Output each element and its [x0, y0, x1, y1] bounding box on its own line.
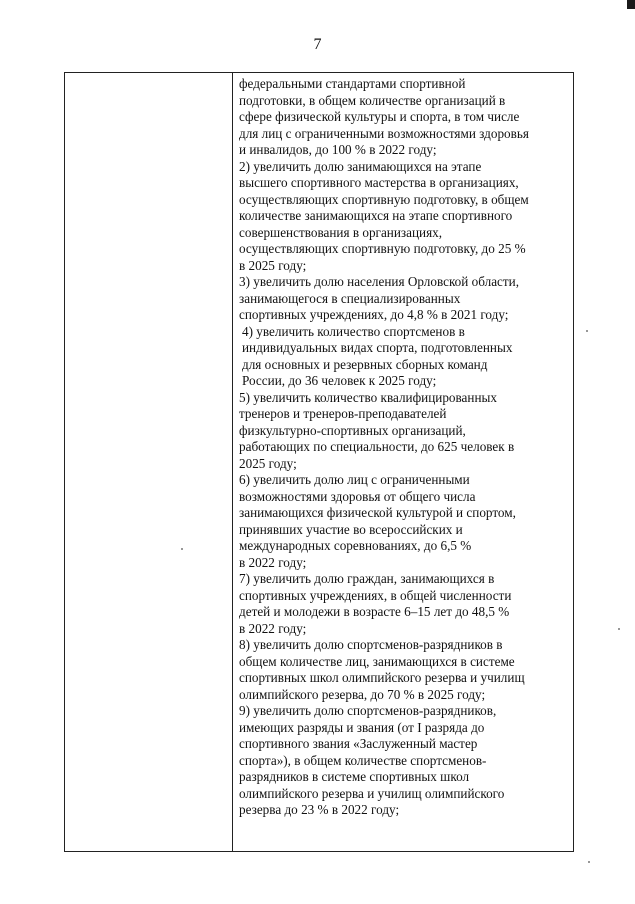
paragraph-item-7: 7) увеличить долю граждан, занимающихся в спортивных учреждениях, в общей численности детей и молодежи в возрасте 6–15 лет до 48,5 % в 2022 году;	[239, 571, 512, 636]
scan-corner-mark	[627, 0, 635, 9]
content-table	[64, 72, 574, 852]
paragraph-continuation: федеральными стандартами спортивной подготовки, в общем количестве организаций в сфере физической культуры и спорта, в том числе для лиц с ограниченными возможностями здоровья и инвалидов, до 100 % в 2022 году;	[239, 76, 529, 157]
paragraph-item-2: 2) увеличить долю занимающихся на этапе высшего спортивного мастерства в организациях, осуществляющих спортивную подготовку, в общем количестве занимающихся на этапе спортивного совершенствования в организациях, осуществляющих спортивную подготовку, до 25 % в 2025 году;	[239, 158, 529, 273]
paragraph-item-6: 6) увеличить долю лиц с ограниченными возможностями здоровья от общего числа занимающихся физической культурой и спортом, принявших участие во всероссийских и международных соревнованиях, до 6,5 % в 2022 году;	[239, 472, 516, 570]
scan-speck	[618, 628, 620, 630]
scan-speck	[588, 861, 590, 863]
left-cell	[65, 73, 233, 852]
table-row	[65, 73, 574, 852]
page-number: 7	[313, 36, 322, 53]
paragraph-item-9: 9) увеличить долю спортсменов-разрядников, имеющих разряды и звания (от I разряда до спортивного звания «Заслуженный мастер спорта»), в общем количестве спортсменов- разрядников в системе спортивных школ олимпийского резерва и училищ олимпийского резерва до 23 % в 2022 году;	[239, 703, 505, 817]
scan-speck	[586, 330, 588, 332]
right-cell	[233, 73, 574, 852]
scan-speck	[181, 548, 183, 550]
paragraph-item-4: 4) увеличить количество спортсменов в индивидуальных видах спорта, подготовленных для основных и резервных сборных команд России, до 36 человек к 2025 году;	[242, 323, 513, 388]
paragraph-item-8: 8) увеличить долю спортсменов-разрядников в общем количестве лиц, занимающихся в системе спортивных школ олимпийского резерва и училищ олимпийского резерва, до 70 % в 2025 году;	[239, 637, 525, 702]
paragraph-item-3: 3) увеличить долю населения Орловской области, занимающегося в специализированных спортивных учреждениях, до 4,8 % в 2021 году;	[239, 274, 520, 322]
paragraph-item-5: 5) увеличить количество квалифицированных тренеров и тренеров-преподавателей физкультурно-спортивных организаций, работающих по специальности, до 625 человек в 2025 году;	[239, 389, 515, 471]
